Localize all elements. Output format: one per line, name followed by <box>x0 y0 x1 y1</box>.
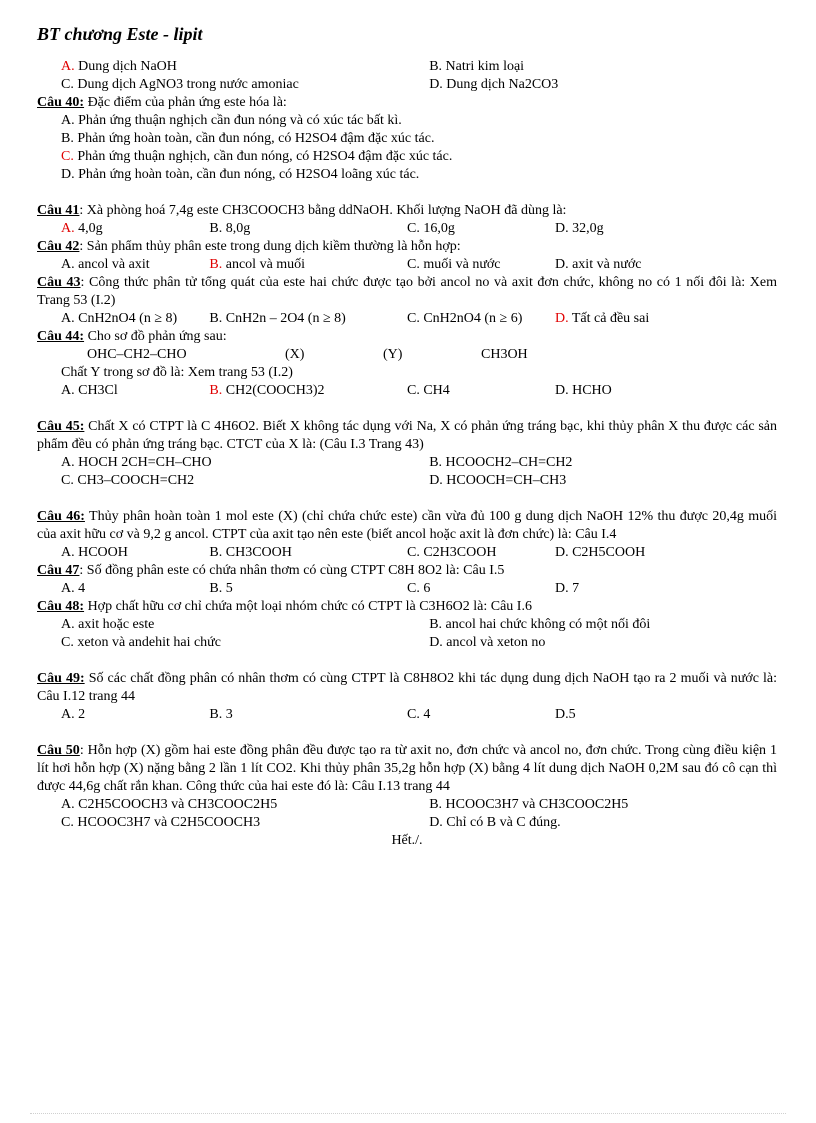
q40-option-c: C. Phản ứng thuận nghịch, cần đun nóng, có H2SO4 đậm đặc xúc tác. <box>61 149 453 164</box>
q39-option-a: A. Dung dịch NaOH <box>61 59 177 74</box>
q43-question: Câu 43: Công thức phân tử tổng quát của este hai chức được tạo bởi ancol no và axit đơn chức, không no có 1 nối đôi là: Xem Trang 53 (I.2) <box>37 275 777 308</box>
q44-question: Câu 44: Cho sơ đồ phản ứng sau: <box>37 329 227 344</box>
q47-option-d: D. 7 <box>554 581 580 596</box>
q42-option-a: A. ancol và axit <box>61 257 150 272</box>
q42-option-c: C. muối và nước <box>406 257 501 272</box>
q42-question: Câu 42: Sản phẩm thủy phân este trong dung dịch kiềm thường là hỗn hợp: <box>37 239 461 254</box>
q44-option-c: C. CH4 <box>406 383 450 398</box>
q40-option-b: B. Phản ứng hoàn toàn, cần đun nóng, có H2SO4 đậm đặc xúc tác. <box>61 131 435 146</box>
q42-option-d: D. axit và nước <box>554 257 642 272</box>
q41-options <box>37 220 777 238</box>
q42-option-b: B. ancol và muối <box>209 257 306 272</box>
q49-question: Câu 49: Số các chất đồng phân có nhân thơm có cùng CTPT là C8H8O2 khi tác dụng dung dịch NaOH tạo ra 2 muối và nước là: Câu I.12 trang 44 <box>37 671 777 704</box>
scheme-y: (Y) <box>383 347 403 362</box>
q50-option-c: C. HCOOC3H7 và C2H5COOCH3 <box>61 815 261 830</box>
q41-option-a: A. 4,0g <box>61 221 103 236</box>
q50-option-d: D. Chỉ có B và C đúng. <box>429 815 561 830</box>
q45-option-b: B. HCOOCH2–CH=CH2 <box>429 455 573 470</box>
q40-option-a: A. Phản ứng thuận nghịch cần đun nóng và có xúc tác bất kì. <box>61 113 402 128</box>
q46-option-c: C. C2H3COOH <box>406 545 497 560</box>
q47-options <box>37 580 777 598</box>
page-footer-divider <box>30 1113 786 1114</box>
q43-options <box>37 310 777 328</box>
q45-question: Câu 45: Chất X có CTPT là C 4H6O2. Biết X không tác dụng với Na, X có phản ứng tráng bạc, khi thủy phân X thu được các sản phẩm đều có phản ứng tráng bạc. CTCT của X là: (Câu I.3 Trang 43) <box>37 419 777 452</box>
q39-options-row-2 <box>37 76 777 94</box>
q43-option-a: A. CnH2nO4 (n ≥ 8) <box>61 311 178 326</box>
q39-option-c: C. Dung dịch AgNO3 trong nước amoniac <box>61 77 299 92</box>
reaction-scheme <box>37 346 777 364</box>
q48-question: Câu 48: Hợp chất hữu cơ chỉ chứa một loại nhóm chức có CTPT là C3H6O2 là: Câu I.6 <box>37 599 532 614</box>
q49-option-c: C. 4 <box>406 707 431 722</box>
q47-option-b: B. 5 <box>209 581 233 596</box>
q47-option-c: C. 6 <box>406 581 431 596</box>
q48-option-a: A. axit hoặc este <box>61 617 155 632</box>
end-marker: Hết./. <box>391 833 423 848</box>
q39-option-d: D. Dung dịch Na2CO3 <box>429 77 559 92</box>
q46-option-b: B. CH3COOH <box>209 545 292 560</box>
q44-option-a: A. CH3Cl <box>61 383 118 398</box>
document-page <box>37 24 777 850</box>
q47-option-a: A. 4 <box>61 581 86 596</box>
q45-option-c: C. CH3–COOCH=CH2 <box>61 473 195 488</box>
q49-option-a: A. 2 <box>61 707 86 722</box>
q40-option-d: D. Phản ứng hoàn toàn, cần đun nóng, có H2SO4 loãng xúc tác. <box>61 167 420 182</box>
q46-option-d: D. C2H5COOH <box>554 545 646 560</box>
q39-options-row-1 <box>37 58 777 76</box>
scheme-start: OHC–CH2–CHO <box>87 347 187 362</box>
q40-question: Câu 40: Đặc điểm của phản ứng este hóa là: <box>37 95 287 110</box>
q48-option-b: B. ancol hai chức không có một nối đôi <box>429 617 651 632</box>
q43-option-c: C. CnH2nO4 (n ≥ 6) <box>406 311 523 326</box>
q44-option-d: D. HCHO <box>554 383 612 398</box>
q48-option-c: C. xeton và andehit hai chức <box>61 635 221 650</box>
q45-option-d: D. HCOOCH=CH–CH3 <box>429 473 567 488</box>
q49-option-b: B. 3 <box>209 707 233 722</box>
q44-line2: Chất Y trong sơ đồ là: Xem trang 53 (I.2) <box>61 365 293 380</box>
q39-option-b: B. Natri kim loại <box>429 59 525 74</box>
q41-option-d: D. 32,0g <box>554 221 604 236</box>
q41-option-b: B. 8,0g <box>209 221 251 236</box>
q47-question: Câu 47: Số đồng phân este có chứa nhân thơm có cùng CTPT C8H 8O2 là: Câu I.5 <box>37 563 505 578</box>
q46-question: Câu 46: Thủy phân hoàn toàn 1 mol este (X) (chỉ chứa chức este) cần vừa đủ 100 g dung dịch NaOH 12% thu được 20,4g muối của axit hữu cơ và 9,2 g ancol. CTPT của axit tạo nên este (biết ancol hoặc axit là đơn chức) là: Câu I.4 <box>37 509 778 542</box>
document-title: BT chương Este - lipit <box>37 24 203 44</box>
q46-option-a: A. HCOOH <box>61 545 128 560</box>
q44-options <box>37 382 777 400</box>
q41-question: Câu 41: Xà phòng hoá 7,4g este CH3COOCH3 bằng ddNaOH. Khối lượng NaOH đã dùng là: <box>37 203 567 218</box>
q50-option-a: A. C2H5COOCH3 và CH3COOC2H5 <box>61 797 278 812</box>
q41-option-c: C. 16,0g <box>406 221 455 236</box>
q48-option-d: D. ancol và xeton no <box>429 635 546 650</box>
q50-option-b: B. HCOOC3H7 và CH3COOC2H5 <box>429 797 629 812</box>
q49-options <box>37 706 777 724</box>
q43-option-b: B. CnH2n – 2O4 (n ≥ 8) <box>209 311 346 326</box>
q44-option-b: B. CH2(COOCH3)2 <box>209 383 325 398</box>
q43-option-d: D. Tất cả đều sai <box>554 311 650 326</box>
scheme-x: (X) <box>285 347 305 362</box>
q45-option-a: A. HOCH 2CH=CH–CHO <box>61 455 212 470</box>
q46-options <box>37 544 777 562</box>
q50-question: Câu 50: Hỗn hợp (X) gồm hai este đồng phân đều được tạo ra từ axit no, đơn chức và ancol no, đơn chức. Trong cùng điều kiện 1 lít hơi hỗn hợp (X) nặng bằng 2 lần 1 lít CO2. Khi thủy phân 35,2g hỗn hợp (X) bằng 4 lít dung dịch NaOH 0,2M sau đó cô cạn thì được 44,6g chất rắn khan. Công thức của hai este đó là: Câu I.13 trang 44 <box>37 743 777 794</box>
q42-options <box>37 256 777 274</box>
scheme-end: CH3OH <box>481 347 528 362</box>
q49-option-d: D.5 <box>554 707 576 722</box>
